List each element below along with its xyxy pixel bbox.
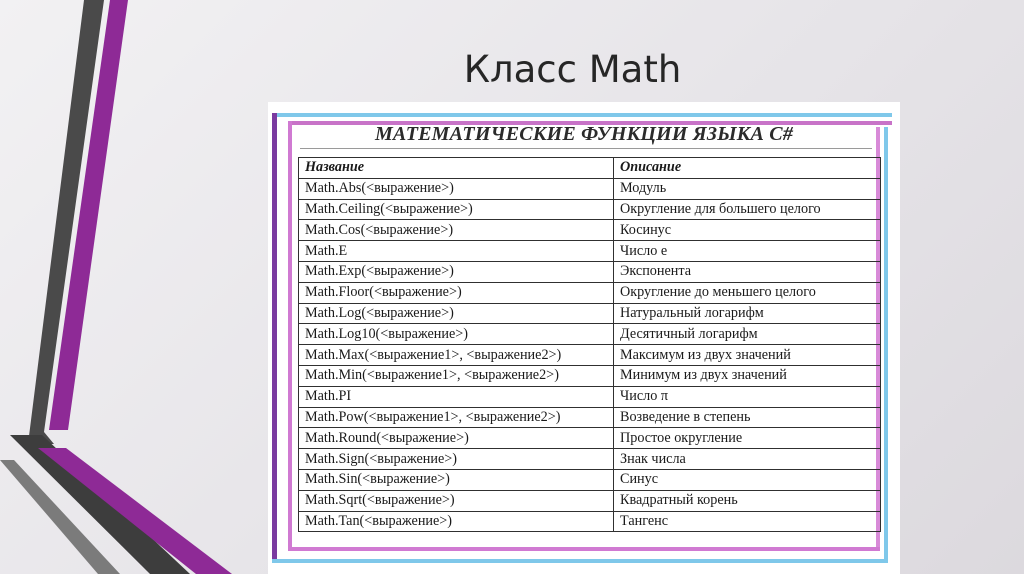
table-row (299, 324, 881, 345)
function-name-cell: Math.Tan(<выражение>) (299, 511, 614, 532)
function-description-cell: Натуральный логарифм (614, 303, 881, 324)
frame-left-purple (272, 113, 277, 563)
function-name-cell: Math.Log10(<выражение>) (299, 324, 614, 345)
table-row (299, 178, 881, 199)
table-row (299, 490, 881, 511)
math-functions-table (298, 157, 881, 532)
table-row (299, 303, 881, 324)
function-name-cell: Math.PI (299, 386, 614, 407)
function-description-cell: Десятичный логарифм (614, 324, 881, 345)
table-row (299, 241, 881, 262)
table-row (299, 511, 881, 532)
function-description-cell: Максимум из двух значений (614, 345, 881, 366)
function-description-cell: Косинус (614, 220, 881, 241)
function-description-cell: Число e (614, 241, 881, 262)
heading-divider (300, 148, 872, 149)
function-description-cell: Модуль (614, 178, 881, 199)
slide-title: Класс Math (463, 48, 682, 91)
table-row (299, 365, 881, 386)
function-description-cell: Простое округление (614, 428, 881, 449)
function-description-cell: Округление для большего целого (614, 199, 881, 220)
function-name-cell: Math.Abs(<выражение>) (299, 178, 614, 199)
function-name-cell: Math.Cos(<выражение>) (299, 220, 614, 241)
frame-bottom-pink (288, 547, 880, 551)
function-name-cell: Math.Pow(<выражение1>, <выражение2>) (299, 407, 614, 428)
function-name-cell: Math.Floor(<выражение>) (299, 282, 614, 303)
function-name-cell: Math.Round(<выражение>) (299, 428, 614, 449)
table-row (299, 199, 881, 220)
table-row (299, 220, 881, 241)
function-description-cell: Экспонента (614, 261, 881, 282)
function-description-cell: Квадратный корень (614, 490, 881, 511)
function-name-cell: Math.Sin(<выражение>) (299, 469, 614, 490)
function-name-cell: Math.Log(<выражение>) (299, 303, 614, 324)
function-description-cell: Возведение в степень (614, 407, 881, 428)
table-header-row (299, 158, 881, 179)
function-description-cell: Знак числа (614, 449, 881, 470)
function-name-cell: Math.Exp(<выражение>) (299, 261, 614, 282)
table-row (299, 345, 881, 366)
function-name-cell: Math.Ceiling(<выражение>) (299, 199, 614, 220)
table-row (299, 428, 881, 449)
function-name-cell: Math.Min(<выражение1>, <выражение2>) (299, 365, 614, 386)
table-row (299, 386, 881, 407)
function-description-cell: Округление до меньшего целого (614, 282, 881, 303)
frame-bottom-blue (272, 559, 888, 563)
table-row (299, 469, 881, 490)
table-row (299, 261, 881, 282)
column-header-name: Название (299, 158, 614, 179)
frame-left-pink (288, 121, 292, 551)
table-row (299, 449, 881, 470)
frame-top-blue (272, 113, 892, 117)
table-heading: МАТЕМАТИЧЕСКИЕ ФУНКЦИИ ЯЗЫКА C# (374, 123, 794, 145)
table-body (299, 178, 881, 532)
function-description-cell: Минимум из двух значений (614, 365, 881, 386)
function-name-cell: Math.E (299, 241, 614, 262)
function-description-cell: Синус (614, 469, 881, 490)
function-name-cell: Math.Max(<выражение1>, <выражение2>) (299, 345, 614, 366)
function-description-cell: Тангенс (614, 511, 881, 532)
table-row (299, 407, 881, 428)
function-name-cell: Math.Sign(<выражение>) (299, 449, 614, 470)
function-description-cell: Число π (614, 386, 881, 407)
column-header-description: Описание (614, 158, 881, 179)
table-row (299, 282, 881, 303)
function-name-cell: Math.Sqrt(<выражение>) (299, 490, 614, 511)
frame-right-blue (884, 127, 888, 563)
